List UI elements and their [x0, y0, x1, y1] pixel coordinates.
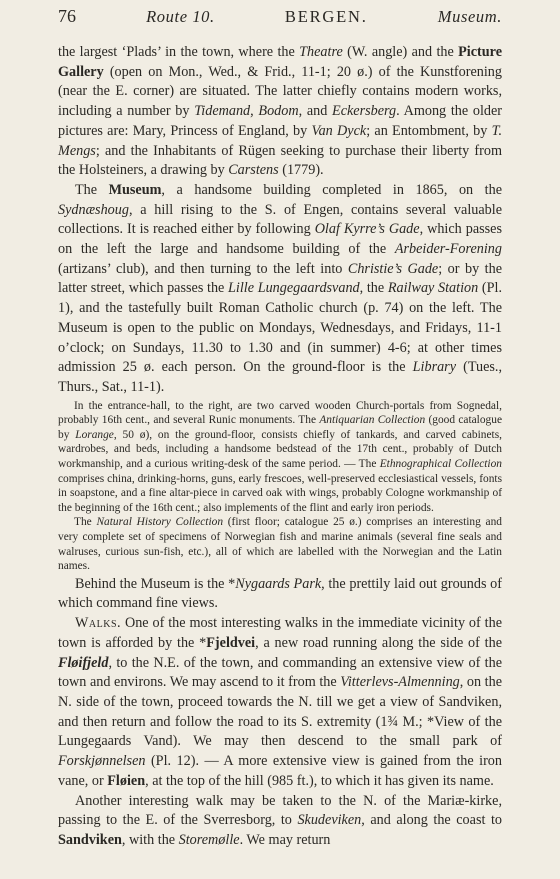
page-body	[58, 43, 502, 851]
paragraph-nygaards-park: Behind the Museum is the *Nygaards Park, the prettily laid out grounds of which command fine views.	[58, 575, 502, 612]
paragraph-sandviken-walk: Another interesting walk may be taken to the N. of the Mariæ-kirke, passing to the E. of the Sverresborg, to Skudeviken, and along the coast to Sandviken, with the Storemølle. We may return	[58, 792, 502, 848]
section-label: Museum.	[437, 7, 502, 26]
page-number: 76	[58, 6, 76, 26]
paragraph-walks: Walks. One of the most interesting walks in the immediate vicinity of the town is afforded by the *Fjeldvei, a new road running along the side of the Fløifjeld, to the N.E. of the town, and commanding an extensive view of the town and environs. We may ascend to it from the Vitterlevs-Almenning, on the N. side of the town, proceed towards the N. till we get a view of Sandviken, and then return and follow the road to its S. extremity (1¾ M.; *View of the Lungegaards Vand). We may then descend to the small park of Forskjønnelsen (Pl. 12). — A more extensive view is gained from the iron vane, or Fløien, at the top of the hill (985 ft.), to which it has given its name.	[58, 615, 502, 789]
small-print-block	[58, 399, 502, 574]
city-label: BERGEN.	[284, 7, 368, 26]
paragraph-natural-history: The Natural History Collection (first floor; catalogue 25 ø.) comprises an interesting and very complete set of specimens of Norwegian fish and marine animals (several fine seals and walruses, curious sun-fish, etc.), all of which are labelled with the Norwegian and the Latin names.	[58, 516, 502, 573]
paragraph-antiquarian: In the entrance-hall, to the right, are two carved wooden Church-portals from Sognedal, probably 16th cent., and several Runic monuments. The Antiquarian Collection (good catalogue by Lorange, 50 ø), on the ground-floor, consists chiefly of tankards, and carved cabinets, wardrobes, and beds, including a handsome bedstead of the 17th cent., probably of Dutch workmanship, and a curious writing-desk of the same period. — The Ethnographical Collection comprises china, drinking-horns, guns, early frescoes, well-preserved ecclesiastical vessels, fonts in soapstone, and a fine altar-piece in carved oak with wings, probably Cologne workmanship of the beginning of the 16th cent.; also implements of the flint and early iron periods.	[58, 399, 502, 514]
paragraph-picture-gallery: the largest ‘Plads’ in the town, where the Theatre (W. angle) and the Picture Gallery (open on Mon., Wed., & Frid., 11-1; 20 ø.) of the Kunstforening (near the E. corner) are situated. The latter chiefly contains modern works, including a number by Tidemand, Bodom, and Eckersberg. Among the older pictures are: Mary, Princess of England, by Van Dyck; an Entombment, by T. Mengs; and the Inhabitants of Rügen seeking to purchase their liberty from the Holsteiners, a drawing by Carstens (1779).	[58, 44, 503, 179]
paragraph-museum: The Museum, a handsome building completed in 1865, on the Sydnæshoug, a hill rising to the S. of Engen, contains several valuable collections. It is reached either by following Olaf Kyrre’s Gade, which passes on the left the large and handsome building of the Arbeider-Forening (artizans’ club), and then turning to the left into Christie’s Gade; or by the latter street, which passes the Lille Lungegaardsvand, the Railway Station (Pl. 1), and the tastefully built Roman Catholic church (p. 74) on the left. The Museum is open to the public on Mondays, Wednesdays, and Fridays, 11-1 o’clock; on Sundays, 11.30 to 1.30 and (in summer) 4-6; at other times admission 25 ø. each person. On the ground-floor is the Library (Tues., Thurs., Sat., 11-1).	[58, 181, 503, 395]
route-label: Route 10.	[146, 7, 215, 26]
running-header	[58, 6, 502, 27]
